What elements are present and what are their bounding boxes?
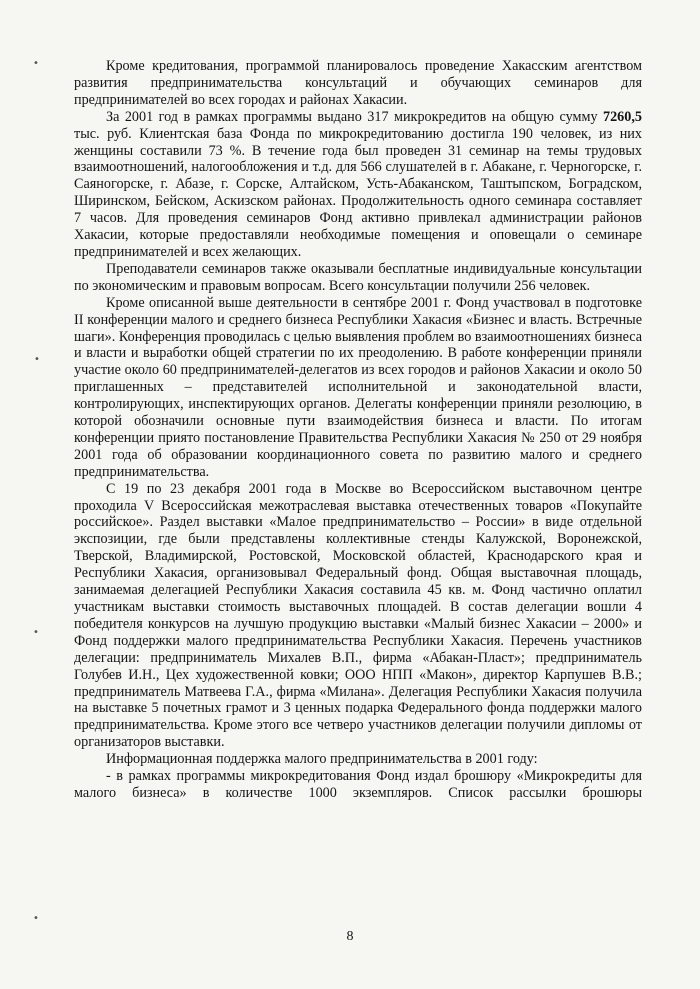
document-body: [74, 58, 642, 802]
paragraph: [74, 109, 642, 261]
paragraph: Кроме описанной выше деятельности в сентябре 2001 г. Фонд участвовал в подготовке II конференции малого и среднего бизнеса Республики Хакасия «Бизнес и власть. Встречные шаги». Конференция проводилась с целью выявления проблем во взаимоотношениях бизнеса и власти и выработки общей стратегии по их преодолению. В работе конференции приняли участие около 60 предпринимателей-делегатов из всех городов и районов Хакасии и около 50 приглашенных – представителей исполнительной и законодательной власти, контролирующих, инспектирующих органов. Делегаты конференции приняли резолюцию, в которой обозначили основные пути взаимодействия бизнеса и власти. По итогам конференции приято постановление Правительства Республики Хакасия № 250 от 29 ноября 2001 года об образовании координационного совета по развитию малого и среднего предпринимательства.: [74, 294, 642, 480]
loan-sum: 7260,5: [602, 108, 642, 125]
paragraph: Преподаватели семинаров также оказывали бесплатные индивидуальные консультации по экономическим и правовым вопросам. Всего консультации получили 256 человек.: [74, 260, 642, 294]
paragraph: С 19 по 23 декабря 2001 года в Москве во Всероссийском выставочном центре проходила V Всероссийская межотраслевая выставка отечественных товаров «Покупайте российское». Раздел выставки «Малое предпринимательство – России» в виде отдельной экспозиции, где были представлены коллективные стенды Калужской, Воронежской, Тверской, Владимирской, Ростовской, Московской областей, Краснодарского края и Республики Хакасия, организовывал Федеральный фонд. Общая выставочная площадь, занимаемая делегацией Республики Хакасия составила 45 кв. м. Фонд частично оплатил участникам выставки стоимость выставочных площадей. В состав делегации вошли 4 победителя конкурсов на лучшую продукцию выставки «Малый бизнес Хакасии – 2000» и Фонд поддержки малого предпринимательства Республики Хакасия. Перечень участников делегации: предприниматель Михалев В.П., фирма «Абакан-Пласт»; предприниматель Голубев И.Н., Цех художественной ковки; ООО НПП «Макон», директор Карпушев В.В.; предприниматель Матвеева Г.А., фирма «Милана». Делегация Республики Хакасия получила на выставке 5 почетных грамот и 3 ценных подарка Федерального фонда поддержки малого предпринимательства. Кроме этого все четверо участников делегации получили дипломы от организаторов выставки.: [74, 480, 642, 751]
paragraph-text: За 2001 год в рамках программы выдано 317 микрокредитов на общую сумму: [106, 108, 598, 125]
scan-mark: •: [34, 354, 40, 365]
paragraph-text: тыс. руб. Клиентская база Фонда по микрокредитованию достигла 190 человек, из них женщины составили 73 %. В течение года был проведен 31 семинар на темы трудовых взаимоотношений, налогообложения и т.д. для 566 слушателей в г. Абакане, г. Черногорске, г. Саяногорске, г. Абазе, г. Сорске, Алтайском, Усть-Абаканском, Таштыпском, Боградском, Ширинском, Бейском, Аскизском районах. Продолжительность одного семинара составляет 7 часов. Для проведения семинаров Фонд активно привлекал администрации районов Хакасии, которые предоставляли необходимые помещения и оповещали о семинаре предпринимателей и всех желающих.: [74, 125, 642, 260]
paragraph: Информационная поддержка малого предпринимательства в 2001 году:: [106, 751, 538, 768]
scan-mark: •: [33, 58, 39, 69]
scan-mark: •: [33, 627, 39, 638]
paragraph: - в рамках программы микрокредитования Фонд издал брошюру «Микрокредиты для малого бизнеса» в количестве 1000 экземпляров. Список рассылки брошюры: [74, 768, 642, 801]
page-number: 8: [346, 929, 354, 944]
paragraph: Кроме кредитования, программой планировалось проведение Хакасским агентством развития предпринимательства консультаций и обучающих семинаров для предпринимателей во всех городах и районах Хакасии.: [74, 58, 642, 108]
scan-mark: •: [33, 913, 39, 924]
